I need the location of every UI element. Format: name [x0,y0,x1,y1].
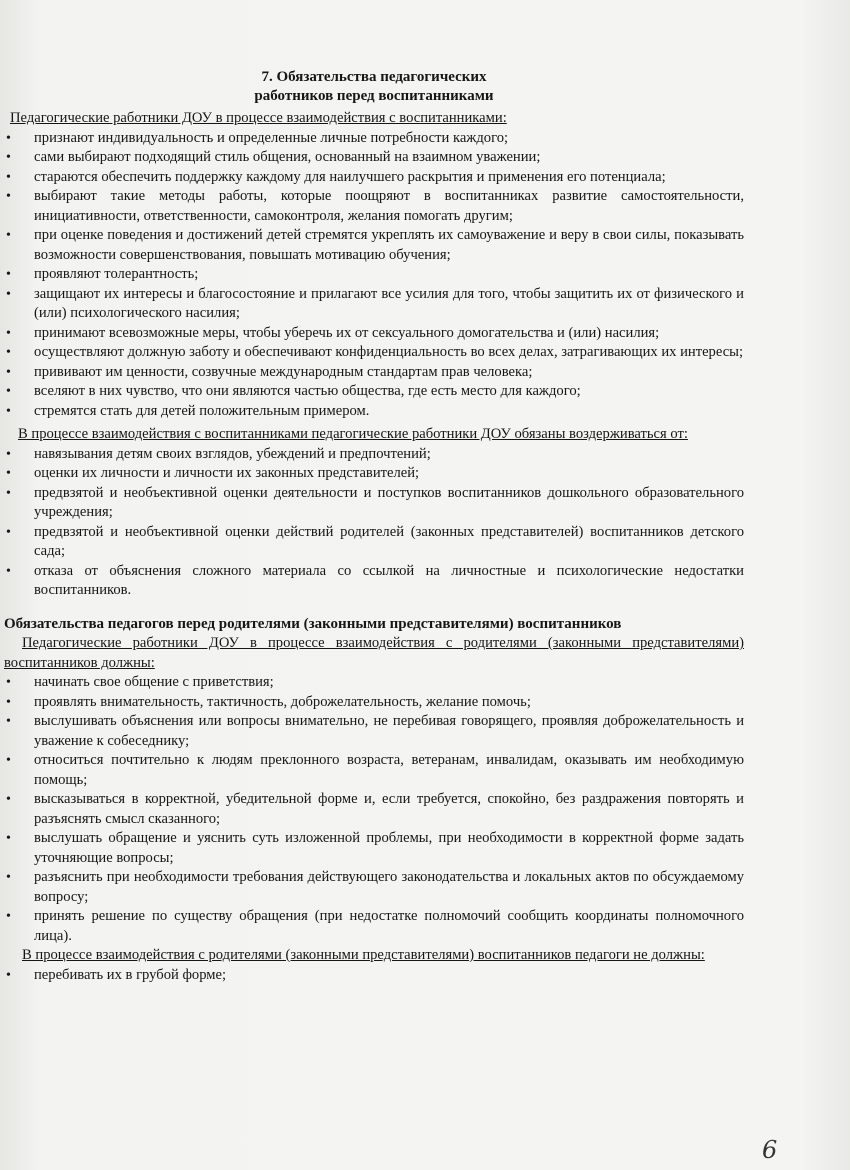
page-number: 6 [762,1136,778,1164]
list-item: • сами выбирают подходящий стиль общения, основанный на взаимном уважении; [4,148,744,168]
list-item: • прививают им ценности, созвучные международным стандартам прав человека; [4,363,744,383]
document-body [4,68,744,985]
list-item: • принимают всевозможные меры, чтобы уберечь их от сексуального домогательства и (или) насилия; [4,324,744,344]
section8-intro2 [4,946,744,966]
list-item: • признают индивидуальность и определенные личные потребности каждого; [4,129,744,149]
list-item: • начинать свое общение с приветствия; [4,673,744,693]
list-item: • относиться почтительно к людям преклонного возраста, ветеранам, инвалидам, оказывать им необходимую помощь; [4,751,744,790]
list-item: • проявляют толерантность; [4,265,744,285]
list-item: • защищают их интересы и благосостояние и прилагают все усилия для того, чтобы защитить их от физического и (или) психологического насилия; [4,285,744,324]
section7-title-line2: работников перед воспитанниками [254,88,494,104]
list-item: • предвзятой и необъективной оценки деятельности и поступков воспитанников дошкольного образовательного учреждения; [4,484,744,523]
list-item: • выслушать обращение и уяснить суть изложенной проблемы, при необходимости в корректной форме задать уточняющие вопросы; [4,829,744,868]
list-item: • предвзятой и необъективной оценки действий родителей (законных представителей) воспитанников детского сада; [4,523,744,562]
section8-title: Обязательства педагогов перед родителями (законными представителями) воспитанников [4,615,622,632]
list-item: • отказа от объяснения сложного материала со ссылкой на личностные и психологические недостатки воспитанников. [4,562,744,601]
section7-intro2 [4,425,744,445]
list-item: • осуществляют должную заботу и обеспечивают конфиденциальность во всех делах, затрагивающих их интересы; [4,343,744,363]
section7-list2 [4,445,744,601]
list-item: • выбирают такие методы работы, которые поощряют в воспитанниках развитие самостоятельности, инициативности, ответственности, самоконтроля, желания помогать другим; [4,187,744,226]
list-item: • стремятся стать для детей положительным примером. [4,402,744,422]
section7-title-line1: 7. Обязательства педагогических [261,69,487,85]
section7-intro [4,109,744,129]
section8-list2 [4,966,744,986]
section8-intro [4,634,744,673]
list-item: • оценки их личности и личности их законных представителей; [4,464,744,484]
list-item: • принять решение по существу обращения (при недостатке полномочий сообщить координаты полномочного лица). [4,907,744,946]
list-item: • высказываться в корректной, убедительной форме и, если требуется, спокойно, без раздражения повторять и разъяснять смысл сказанного; [4,790,744,829]
section7-title [4,68,744,106]
section7-intro2-text: В процессе взаимодействия с воспитанниками педагогические работники ДОУ обязаны воздерживаться от: [18,426,688,442]
list-item: • выслушивать объяснения или вопросы внимательно, не перебивая говорящего, проявляя доброжелательность и уважение к собеседнику; [4,712,744,751]
section8-intro-text: Педагогические работники ДОУ в процессе взаимодействия с родителями (законными представителями) воспитанников должны: [4,635,744,671]
section8-list [4,673,744,946]
section7-intro-text: Педагогические работники ДОУ в процессе взаимодействия с воспитанниками: [10,110,507,126]
list-item: • разъяснить при необходимости требования действующего законодательства и локальных актов по обсуждаемому вопросу; [4,868,744,907]
list-item: • стараются обеспечить поддержку каждому для наилучшего раскрытия и применения его потенциала; [4,168,744,188]
list-item: • перебивать их в грубой форме; [4,966,744,986]
list-item: • вселяют в них чувство, что они являются частью общества, где есть место для каждого; [4,382,744,402]
list-item: • проявлять внимательность, тактичность, доброжелательность, желание помочь; [4,693,744,713]
section7-list [4,129,744,422]
list-item: • навязывания детям своих взглядов, убеждений и предпочтений; [4,445,744,465]
list-item: • при оценке поведения и достижений детей стремятся укреплять их самоуважение и веру в свои силы, показывать возможности совершенствования, повышать мотивацию обучения; [4,226,744,265]
section8-intro2-text: В процессе взаимодействия с родителями (законными представителями) воспитанников педагоги не должны: [22,947,705,963]
